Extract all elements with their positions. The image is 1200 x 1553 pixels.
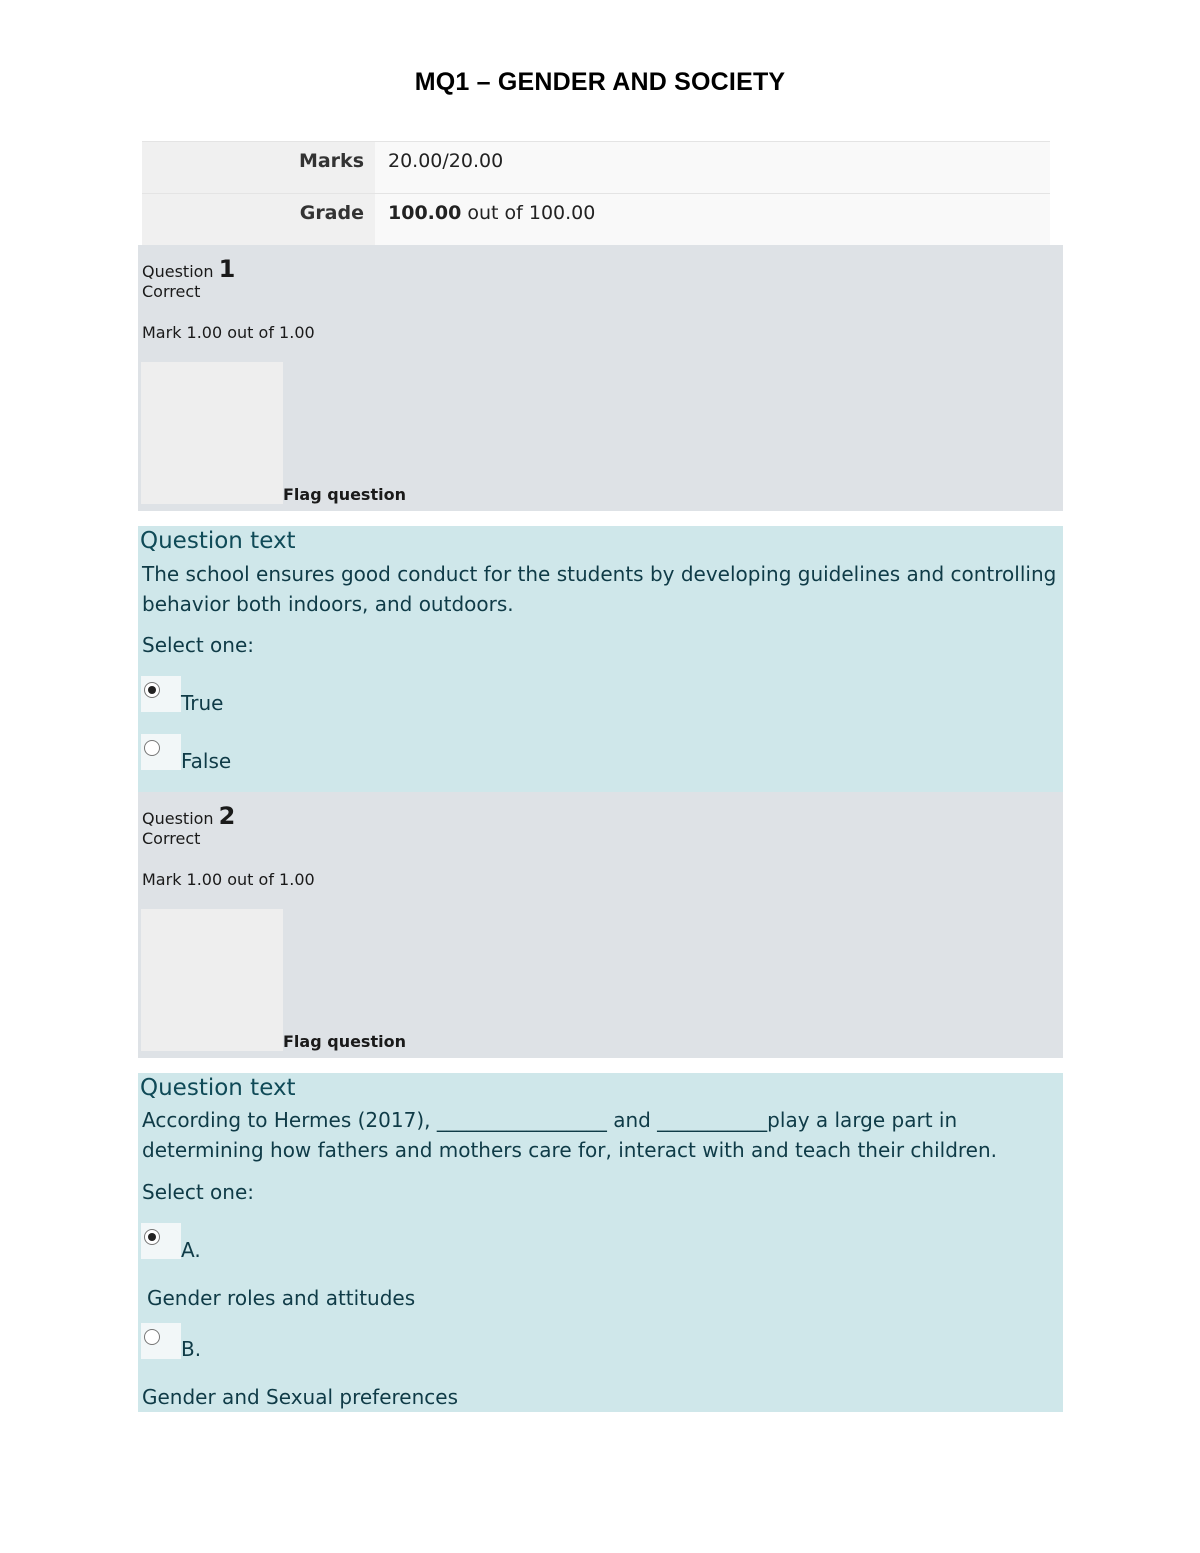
question-text: The school ensures good conduct for the students by developing guidelines and controlling behavior both indoors, and outdoors. <box>142 562 1057 616</box>
option-b-radio-wrap <box>141 1323 181 1359</box>
question-text: According to Hermes (2017), _________________ and ___________play a large part in determining how fathers and mothers care for, interact with and teach their children. <box>142 1108 998 1162</box>
option-b-radio[interactable] <box>144 1329 160 1345</box>
option-a-letter[interactable]: A. <box>181 1238 201 1262</box>
option-a-label[interactable]: Gender roles and attitudes <box>147 1286 416 1310</box>
page-title: MQ1 – GENDER AND SOCIETY <box>414 68 786 96</box>
option-b-letter[interactable]: B. <box>181 1337 202 1361</box>
option-true-label[interactable]: True <box>181 691 224 715</box>
question-grade: Mark 1.00 out of 1.00 <box>142 323 315 342</box>
marks-label: Marks <box>142 142 375 193</box>
flag-question-link[interactable]: Flag question <box>283 1032 406 1051</box>
select-one-label: Select one: <box>142 1180 255 1204</box>
grade-rest: out of 100.00 <box>461 202 596 224</box>
question-state: Correct <box>142 829 201 848</box>
question-text-heading: Question text <box>140 528 296 554</box>
question-grade: Mark 1.00 out of 1.00 <box>142 870 315 889</box>
grade-value <box>375 194 1050 246</box>
question-2-info <box>138 792 1063 1058</box>
option-false-label[interactable]: False <box>181 749 232 773</box>
question-state: Correct <box>142 282 201 301</box>
option-false-radio[interactable] <box>144 740 160 756</box>
marks-value: 20.00/20.00 <box>375 142 1050 193</box>
question-number-value: 1 <box>218 255 236 283</box>
option-false-radio-wrap <box>141 734 181 770</box>
flag-image-placeholder <box>141 909 283 1051</box>
grade-label: Grade <box>142 194 375 246</box>
option-a-radio-wrap <box>141 1223 181 1259</box>
flag-question-link[interactable]: Flag question <box>283 485 406 504</box>
option-b-label[interactable]: Gender and Sexual preferences <box>142 1385 458 1409</box>
option-true-radio-wrap <box>141 676 181 712</box>
grade-score: 100.00 <box>388 202 462 224</box>
flag-image-placeholder <box>141 362 283 504</box>
select-one-label: Select one: <box>142 633 255 657</box>
summary-table <box>142 141 1050 246</box>
question-number <box>142 802 235 830</box>
question-number-value: 2 <box>218 802 236 830</box>
option-true-radio[interactable] <box>144 682 160 698</box>
option-a-radio[interactable] <box>144 1229 160 1245</box>
question-label: Question <box>142 809 214 828</box>
grade-row <box>142 194 1050 246</box>
question-1-info <box>138 245 1063 511</box>
question-number <box>142 255 235 283</box>
marks-row <box>142 142 1050 194</box>
question-label: Question <box>142 262 214 281</box>
question-2-content <box>138 1073 1063 1412</box>
question-1-content <box>138 526 1063 792</box>
question-text-heading: Question text <box>140 1075 296 1101</box>
